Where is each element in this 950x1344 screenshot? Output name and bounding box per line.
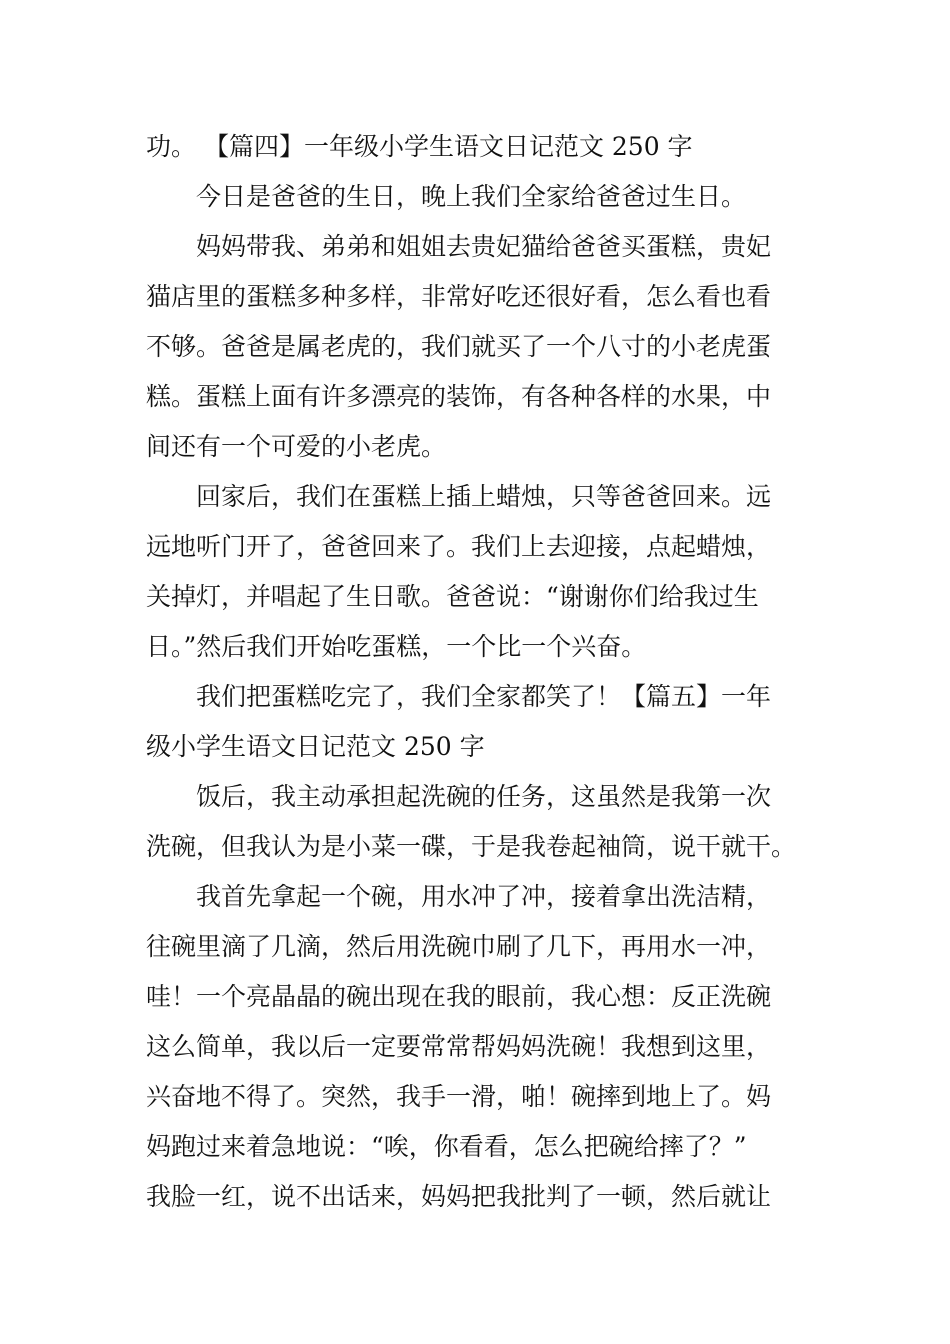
text-line-20: 兴奋地不得了。突然，我手一滑，啪！碗摔到地上了。妈 bbox=[146, 1082, 772, 1111]
text-line-7: 间还有一个可爱的小老虎。 bbox=[146, 432, 447, 461]
text-line-11: 日。”然后我们开始吃蛋糕，一个比一个兴奋。 bbox=[146, 632, 647, 661]
text-line-4: 猫店里的蛋糕多种多样，非常好吃还很好看，怎么看也看 bbox=[146, 282, 772, 311]
text-line-5: 不够。爸爸是属老虎的，我们就买了一个八寸的小老虎蛋 bbox=[146, 332, 772, 361]
text-line-15: 洗碗，但我认为是小菜一碟，于是我卷起袖筒，说干就干。 bbox=[146, 832, 797, 861]
text-line-12: 我们把蛋糕吃完了，我们全家都笑了！【篇五】一年 bbox=[196, 682, 772, 711]
text-line-17: 往碗里滴了几滴，然后用洗碗巾刷了几下，再用水一冲， bbox=[146, 932, 772, 961]
text-line-2: 今日是爸爸的生日，晚上我们全家给爸爸过生日。 bbox=[196, 182, 747, 211]
text-line-16: 我首先拿起一个碗，用水冲了冲，接着拿出洗洁精， bbox=[196, 882, 772, 911]
text-line-8: 回家后，我们在蛋糕上插上蜡烛，只等爸爸回来。远 bbox=[196, 482, 772, 511]
text-line-13: 级小学生语文日记范文 250 字 bbox=[146, 732, 485, 761]
text-line-10: 关掉灯，并唱起了生日歌。爸爸说：“谢谢你们给我过生 bbox=[146, 582, 759, 611]
text-line-9: 远地听门开了，爸爸回来了。我们上去迎接，点起蜡烛， bbox=[146, 532, 772, 561]
text-line-6: 糕。蛋糕上面有许多漂亮的装饰，有各种各样的水果，中 bbox=[146, 382, 772, 411]
text-line-19: 这么简单，我以后一定要常常帮妈妈洗碗！我想到这里， bbox=[146, 1032, 772, 1061]
text-line-3: 妈妈带我、弟弟和姐姐去贵妃猫给爸爸买蛋糕，贵妃 bbox=[196, 232, 772, 261]
text-line-21: 妈跑过来着急地说：“唉，你看看，怎么把碗给摔了？” bbox=[146, 1132, 747, 1161]
text-line-22: 我脸一红，说不出话来，妈妈把我批判了一顿，然后就让 bbox=[146, 1182, 772, 1211]
text-line-1: 功。 【篇四】一年级小学生语文日记范文 250 字 bbox=[146, 132, 693, 161]
text-line-14: 饭后，我主动承担起洗碗的任务，这虽然是我第一次 bbox=[196, 782, 772, 811]
text-line-18: 哇！一个亮晶晶的碗出现在我的眼前，我心想：反正洗碗 bbox=[146, 982, 772, 1011]
